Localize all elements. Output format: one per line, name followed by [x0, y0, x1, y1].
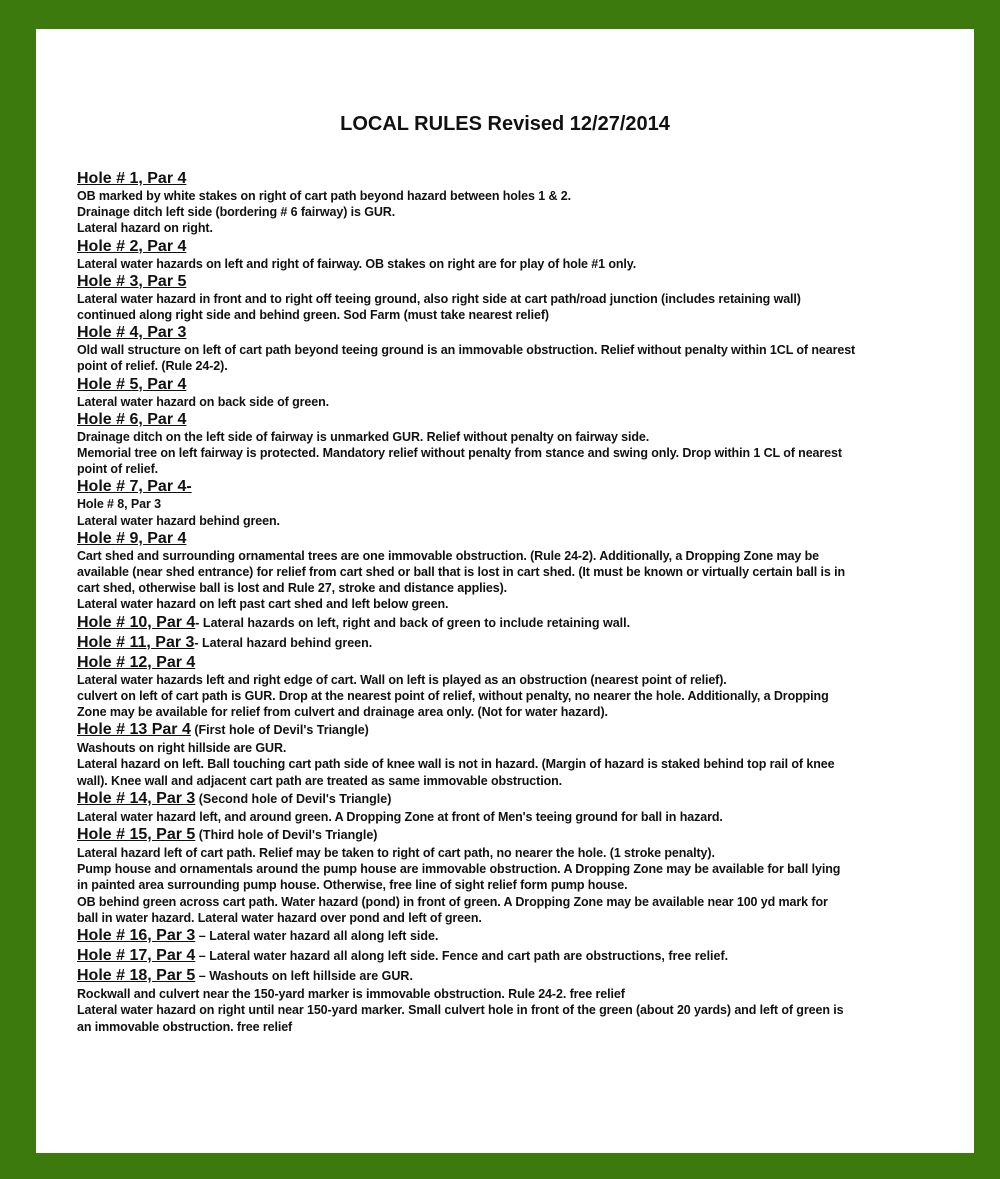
hole-section — [77, 410, 957, 478]
hole-section — [77, 477, 957, 528]
hole-title: Hole # 14, Par 3 — [77, 789, 196, 807]
hole-heading — [77, 375, 957, 394]
rule-line: Washouts on right hillside are GUR. — [77, 741, 287, 756]
hole-inline-note: - Lateral hazard behind green. — [194, 635, 373, 650]
rule-line: Zone may be available for relief from culvert and drainage area only. (Not for water hazard). — [77, 705, 608, 720]
rule-line: Pump house and ornamentals around the pump house are immovable obstruction. A Dropping Zone may be available for ball lying — [77, 862, 841, 877]
hole-heading — [77, 323, 957, 342]
rule-line: wall). Knee wall and adjacent cart path are treated as same immovable obstruction. — [77, 773, 563, 788]
rule-line: Lateral water hazard in front and to right off teeing ground, also right side at cart path/road junction (includes retaining wall) — [77, 291, 801, 306]
hole-heading — [77, 789, 957, 809]
rules-sheet — [36, 29, 974, 1153]
rule-line: Cart shed and surrounding ornamental trees are one immovable obstruction. (Rule 24-2). Additionally, a Dropping Zone may be — [77, 548, 819, 563]
hole-heading — [77, 237, 957, 256]
rule-line: in painted area surrounding pump house. Otherwise, free line of sight relief form pump house. — [77, 878, 628, 893]
hole-section — [77, 272, 957, 323]
rule-line: Lateral water hazards left and right edge of cart. Wall on left is played as an obstruction (nearest point of relief). — [77, 672, 727, 687]
rule-line: Lateral hazard on right. — [77, 221, 213, 236]
hole-title: Hole # 7, Par 4- — [77, 478, 192, 496]
rule-line: Lateral water hazard on back side of green. — [77, 394, 330, 409]
hole-section — [77, 720, 957, 789]
hole-heading — [77, 272, 957, 291]
hole-section — [77, 613, 957, 633]
hole-inline-note: – Lateral water hazard all along left side. — [195, 929, 439, 944]
hole-title: Hole # 15, Par 5 — [77, 826, 196, 844]
hole-heading — [77, 926, 957, 946]
hole-inline-note: – Washouts on left hillside are GUR. — [195, 969, 413, 984]
hole-title: Hole # 18, Par 5 — [77, 967, 196, 985]
hole-title: Hole # 1, Par 4 — [77, 170, 187, 187]
rule-line: Lateral hazard on left. Ball touching cart path side of knee wall is not in hazard. (Margin of hazard is staked behind top rail of knee — [77, 757, 835, 772]
hole-section — [77, 966, 957, 1035]
rule-line: Lateral hazard left of cart path. Relief may be taken to right of cart path, no nearer the hole. (1 stroke penalty). — [77, 846, 715, 861]
hole-section — [77, 633, 957, 653]
rule-line: OB marked by white stakes on right of cart path beyond hazard between holes 1 & 2. — [77, 189, 571, 203]
hole-section — [77, 946, 957, 966]
hole-title: Hole # 4, Par 3 — [77, 324, 187, 342]
hole-inline-note: – Lateral water hazard all along left side. Fence and cart path are obstructions, free relief. — [195, 949, 729, 964]
hole-section — [77, 789, 957, 825]
hole-heading — [77, 825, 957, 845]
rule-line: continued along right side and behind green. Sod Farm (must take nearest relief) — [77, 308, 549, 323]
hole-section — [77, 825, 957, 926]
hole-heading — [77, 946, 957, 966]
rule-line: point of relief. (Rule 24-2). — [77, 359, 228, 374]
hole-heading — [77, 529, 957, 548]
hole-title: Hole # 6, Par 4 — [77, 410, 187, 428]
hole-section — [77, 653, 957, 721]
hole-heading — [77, 169, 957, 188]
hole-heading — [77, 653, 957, 672]
hole-heading — [77, 613, 957, 633]
hole-title: Hole # 3, Par 5 — [77, 272, 187, 290]
rules-list — [77, 169, 957, 1035]
hole-heading — [77, 966, 957, 986]
rule-line: Hole # 8, Par 3 — [77, 497, 161, 512]
hole-title: Hole # 16, Par 3 — [77, 927, 196, 945]
hole-title: Hole # 9, Par 4 — [77, 529, 187, 547]
rule-line: Lateral water hazard behind green. — [77, 513, 280, 528]
rule-line: available (near shed entrance) for relief from cart shed or ball that is lost in cart shed. (It must be known or virtually certain ball is in — [77, 565, 846, 580]
hole-title: Hole # 5, Par 4 — [77, 375, 187, 393]
rule-line: ball in water hazard. Lateral water hazard over pond and left of green. — [77, 910, 482, 925]
rule-line: Drainage ditch on the left side of fairway is unmarked GUR. Relief without penalty on fairway side. — [77, 429, 650, 444]
hole-title: Hole # 11, Par 3 — [77, 633, 195, 651]
hole-heading — [77, 477, 957, 496]
hole-section — [77, 323, 957, 374]
hole-section — [77, 926, 957, 946]
hole-title: Hole # 10, Par 4 — [77, 613, 196, 631]
rule-line: Old wall structure on left of cart path beyond teeing ground is an immovable obstruction. Relief without penalty within 1CL of nearest — [77, 343, 856, 358]
hole-title: Hole # 12, Par 4 — [77, 653, 196, 671]
rule-line: OB behind green across cart path. Water hazard (pond) in front of green. A Dropping Zone may be available near 100 yd mark for — [77, 894, 828, 909]
hole-inline-note: (Third hole of Devil's Triangle) — [195, 828, 378, 843]
hole-section — [77, 529, 957, 613]
rule-line: an immovable obstruction. free relief — [77, 1019, 293, 1034]
rule-line: cart shed, otherwise ball is lost and Rule 27, stroke and distance applies). — [77, 581, 508, 596]
rule-line: Rockwall and culvert near the 150-yard marker is immovable obstruction. Rule 24-2. free relief — [77, 987, 625, 1002]
hole-inline-note: (First hole of Devil's Triangle) — [190, 723, 369, 738]
hole-title: Hole # 13 Par 4 — [77, 721, 191, 739]
page-title: LOCAL RULES Revised 12/27/2014 — [340, 113, 670, 135]
rule-line: Lateral water hazard on right until near 150-yard marker. Small culvert hole in front of the green (about 20 yards) and left of green is — [77, 1003, 844, 1018]
rule-line: Lateral water hazard left, and around green. A Dropping Zone at front of Men's teeing ground for ball in hazard. — [77, 809, 723, 824]
rule-line: Memorial tree on left fairway is protected. Mandatory relief without penalty from stance and swing only. Drop within 1 CL of nearest — [77, 446, 842, 461]
hole-heading — [77, 410, 957, 429]
hole-section — [77, 169, 957, 237]
hole-heading — [77, 633, 957, 653]
hole-title: Hole # 2, Par 4 — [77, 237, 187, 255]
rule-line: Lateral water hazards on left and right of fairway. OB stakes on right are for play of hole #1 only. — [77, 256, 637, 271]
hole-section — [77, 237, 957, 272]
rule-line: Lateral water hazard on left past cart shed and left below green. — [77, 597, 449, 612]
hole-inline-note: (Second hole of Devil's Triangle) — [195, 791, 392, 806]
rule-line: point of relief. — [77, 462, 159, 477]
hole-section — [77, 375, 957, 410]
rule-line: culvert on left of cart path is GUR. Drop at the nearest point of relief, without penalty, no nearer the hole. Additionally, a Dropping — [77, 688, 829, 703]
hole-inline-note: - Lateral hazards on left, right and back of green to include retaining wall. — [195, 615, 631, 630]
rule-line: Drainage ditch left side (bordering # 6 fairway) is GUR. — [77, 205, 396, 220]
hole-title: Hole # 17, Par 4 — [77, 947, 196, 965]
hole-heading — [77, 720, 957, 740]
